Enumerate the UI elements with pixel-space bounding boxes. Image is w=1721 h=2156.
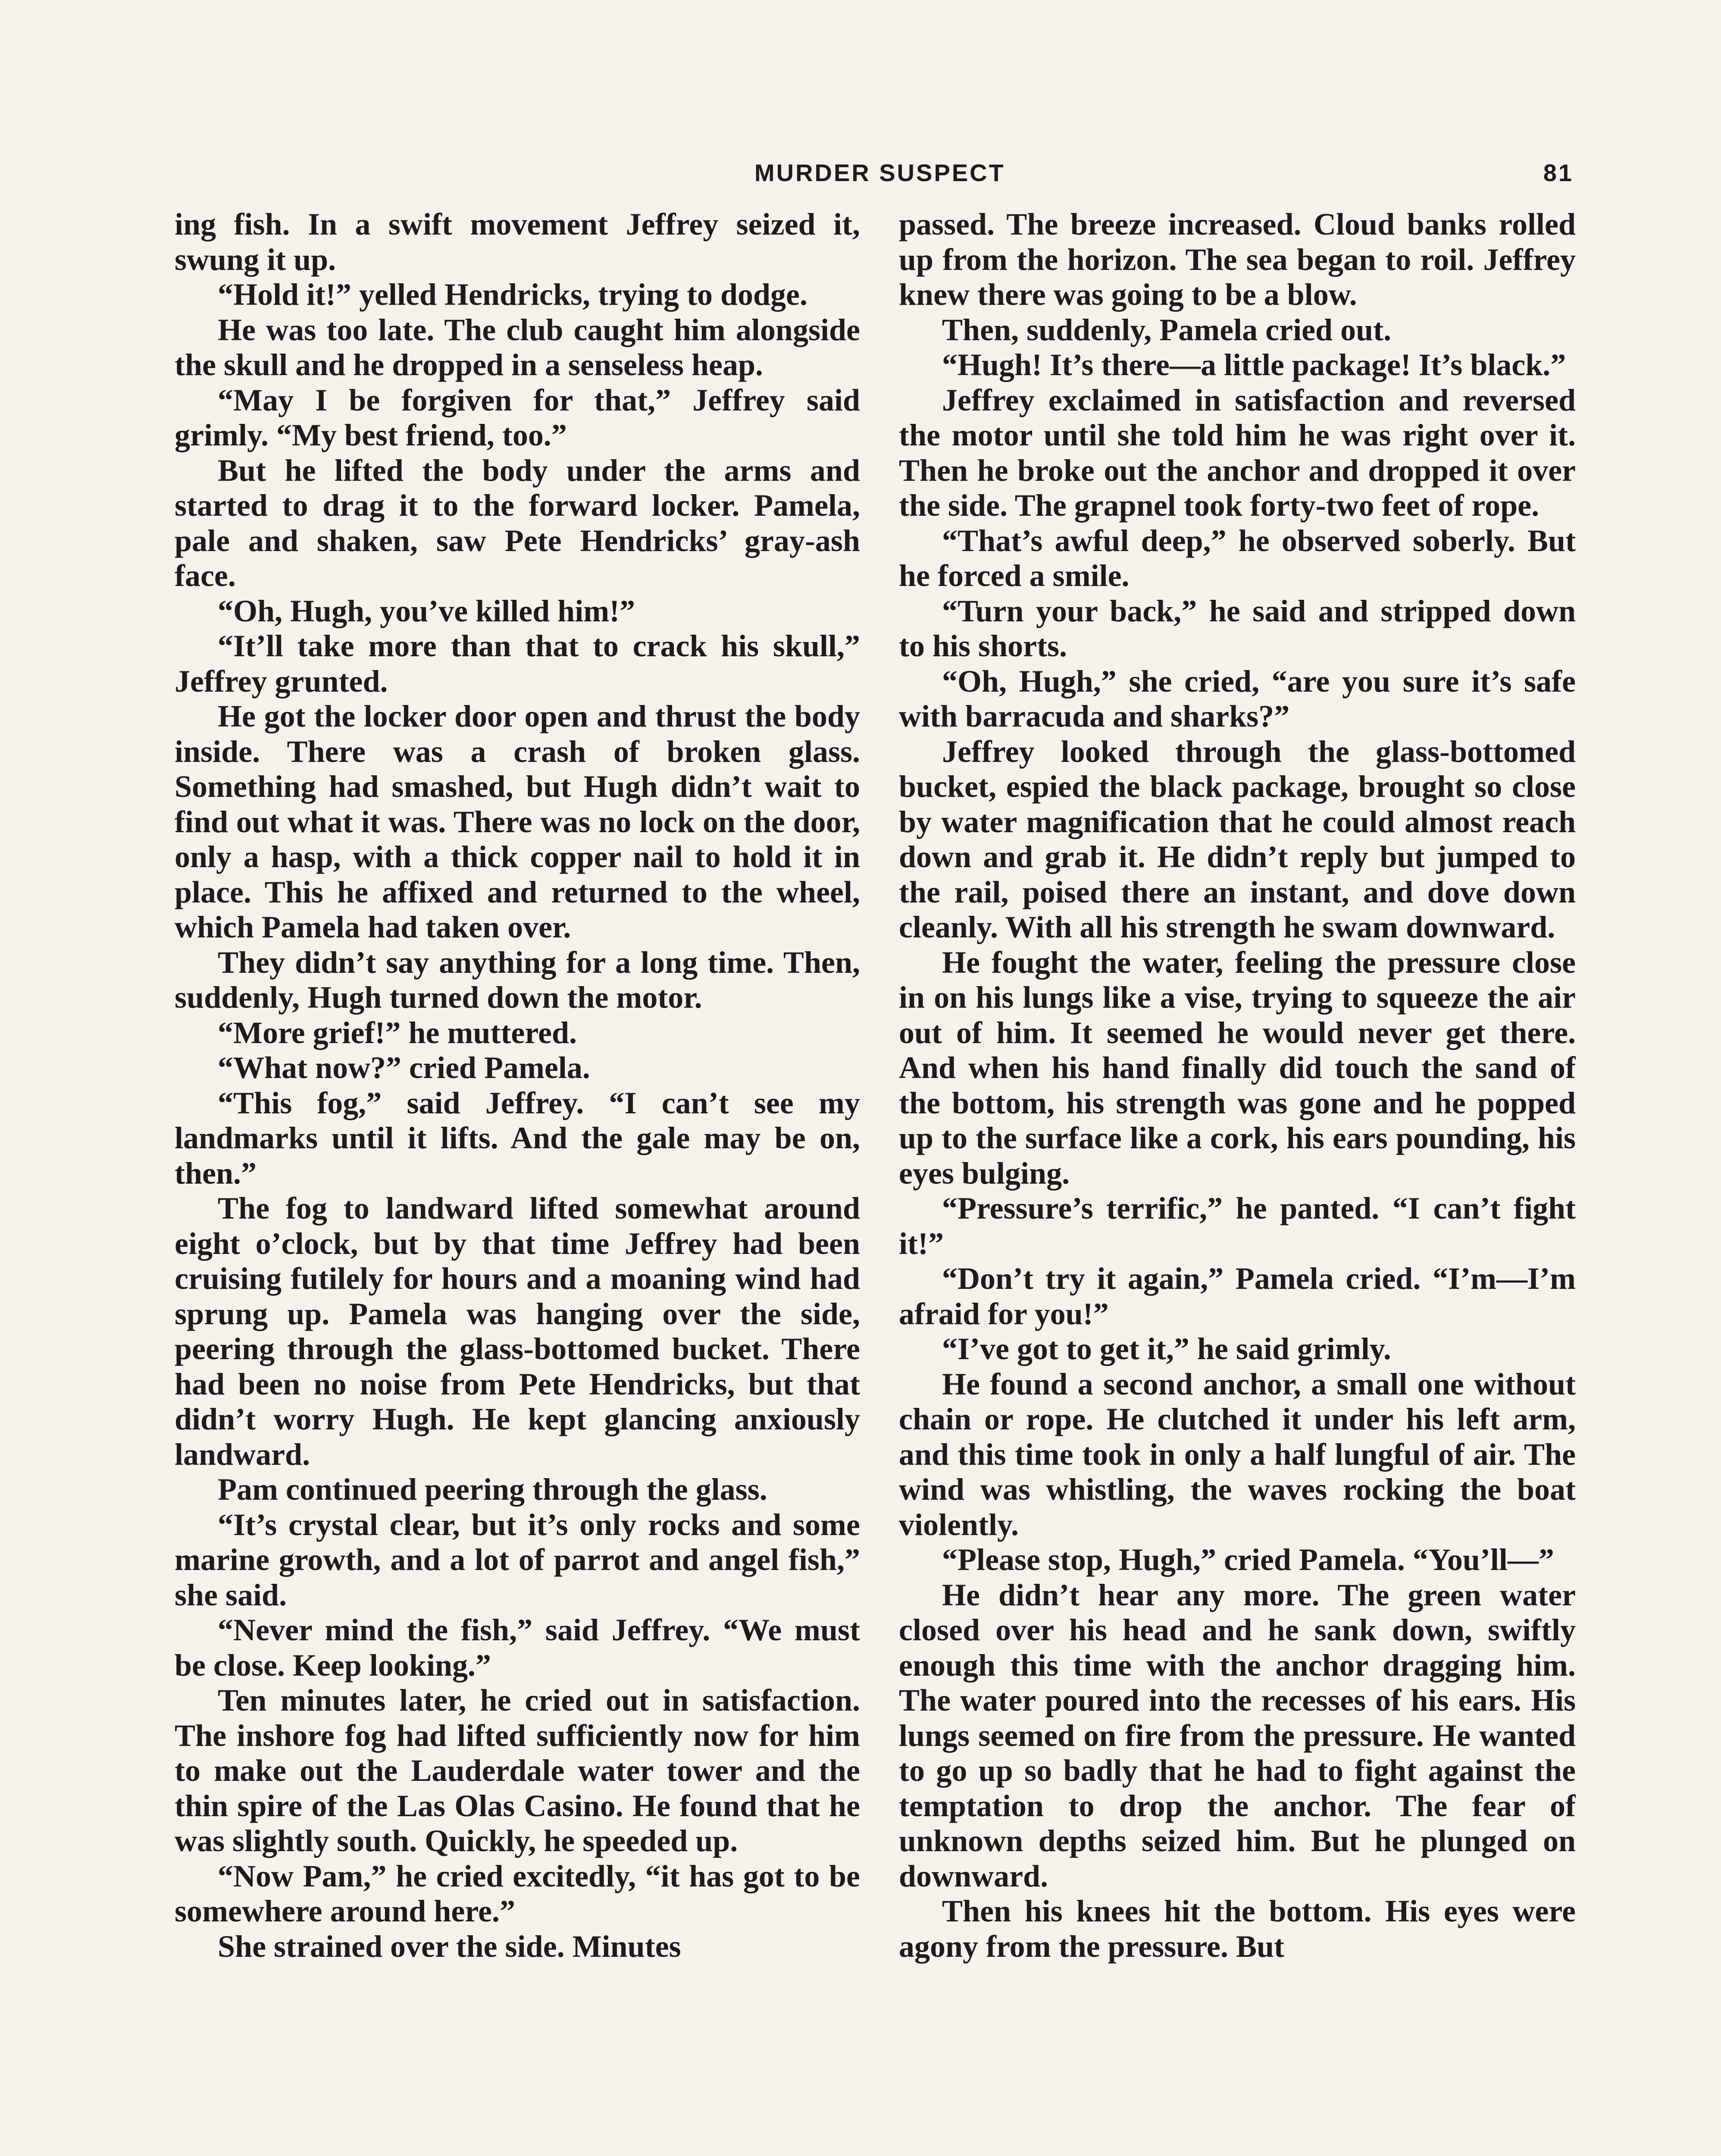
running-title: MURDER SUSPECT — [754, 159, 1005, 186]
paragraph: “Hugh! It’s there—a little package! It’s black.” — [942, 348, 1566, 382]
running-header — [754, 159, 1574, 202]
paragraph: ing fish. In a swift movement Jeffrey seized it, swung it up. — [175, 207, 860, 277]
paragraph: “More grief!” he muttered. — [218, 1015, 577, 1050]
paragraph: They didn’t say anything for a long time. Then, suddenly, Hugh turned down the motor. — [175, 945, 860, 1015]
paragraph: Jeffrey exclaimed in satisfaction and reversed the motor until she told him he was right over it. Then he broke out the anchor and dropped it over the side. The grapnel took forty-two feet of rope. — [899, 382, 1576, 523]
paragraph: He got the locker door open and thrust the body inside. There was a crash of broken glass. Something had smashed, but Hugh didn’t wait to find out what it was. There was no lock on the door, only a hasp, with a thick copper nail to hold it in place. This he affixed and returned to the wheel, which Pamela had taken over. — [175, 699, 860, 944]
paragraph: “Turn your back,” he said and stripped down to his shorts. — [899, 593, 1576, 663]
paragraph: “It’ll take more than that to crack his skull,” Jeffrey grunted. — [175, 629, 860, 699]
paragraph: “I’ve got to get it,” he said grimly. — [942, 1332, 1391, 1366]
paragraph: passed. The breeze increased. Cloud banks rolled up from the horizon. The sea began to roil. Jeffrey knew there was going to be a blow. — [899, 207, 1576, 312]
paragraph: “Oh, Hugh,” she cried, “are you sure it’s safe with barracuda and sharks?” — [899, 664, 1576, 733]
paragraph: “Never mind the fish,” said Jeffrey. “We must be close. Keep looking.” — [175, 1613, 860, 1683]
paragraph: “May I be forgiven for that,” Jeffrey said grimly. “My best friend, too.” — [175, 382, 860, 452]
paragraph: Then, suddenly, Pamela cried out. — [942, 312, 1392, 347]
paragraph: He didn’t hear any more. The green water closed over his head and he sank down, swiftly enough this time with the anchor dragging him. The water poured into the recesses of his ears. His lungs seemed on fire from the pressure. He wanted to go up so badly that he had to fight against the temptation to drop the anchor. The fear of unknown depths seized him. But he plunged on downward. — [899, 1577, 1576, 1893]
paragraph: Pam continued peering through the glass. — [218, 1472, 767, 1507]
paragraph: “It’s crystal clear, but it’s only rocks and some marine growth, and a lot of parrot and angel fish,” she said. — [175, 1507, 860, 1612]
paragraph: He was too late. The club caught him alongside the skull and he dropped in a senseless heap. — [175, 312, 860, 382]
paragraph: Jeffrey looked through the glass-bottomed bucket, espied the black package, brought so close by water magnification that he could almost reach down and grab it. He didn’t reply but jumped to the rail, poised there an instant, and dove down cleanly. With all his strength he swam downward. — [899, 734, 1576, 944]
paragraph: “Pressure’s terrific,” he panted. “I can’t fight it!” — [899, 1191, 1576, 1261]
paragraph: He found a second anchor, a small one without chain or rope. He clutched it under his left arm, and this time took in only a half lungful of air. The wind was whistling, the waves rocking the boat violently. — [899, 1366, 1576, 1542]
paragraph: “Now Pam,” he cried excitedly, “it has got to be somewhere around here.” — [175, 1858, 860, 1928]
right-column — [899, 207, 1576, 2156]
paragraph: “Hold it!” yelled Hendricks, trying to dodge. — [218, 277, 807, 312]
paragraph: “What now?” cried Pamela. — [218, 1050, 590, 1085]
left-column — [175, 207, 860, 2156]
paragraph: “This fog,” said Jeffrey. “I can’t see my landmarks until it lifts. And the gale may be on, then.” — [175, 1085, 860, 1191]
paragraph: “Please stop, Hugh,” cried Pamela. “You’ll—” — [942, 1542, 1554, 1577]
paragraph: Then his knees hit the bottom. His eyes were agony from the pressure. But — [899, 1894, 1576, 1964]
paragraph: The fog to landward lifted somewhat around eight o’clock, but by that time Jeffrey had been cruising futilely for hours and a moaning wind had sprung up. Pamela was hanging over the side, peering through the glass-bottomed bucket. There had been no noise from Pete Hendricks, but that didn’t worry Hugh. He kept glancing anxiously landward. — [175, 1191, 860, 1472]
paragraph: She strained over the side. Minutes — [218, 1929, 681, 1964]
paragraph: He fought the water, feeling the pressure close in on his lungs like a vise, trying to squeeze the air out of him. It seemed he would never get there. And when his hand finally did touch the sand of the bottom, his strength was gone and he popped up to the surface like a cork, his ears pounding, his eyes bulging. — [899, 945, 1576, 1191]
paragraph: “Don’t try it again,” Pamela cried. “I’m—I’m afraid for you!” — [899, 1261, 1576, 1331]
paragraph: “Oh, Hugh, you’ve killed him!” — [218, 593, 635, 628]
paragraph: “That’s awful deep,” he observed soberly. But he forced a smile. — [899, 523, 1576, 593]
paragraph: Ten minutes later, he cried out in satisfaction. The inshore fog had lifted sufficiently now for him to make out the Lauderdale water tower and the thin spire of the Las Olas Casino. He found that he was slightly south. Quickly, he speeded up. — [175, 1683, 860, 1858]
page-number: 81 — [1543, 159, 1574, 186]
paragraph: But he lifted the body under the arms and started to drag it to the forward locker. Pamela, pale and shaken, saw Pete Hendricks’ gray-ash face. — [175, 453, 860, 593]
